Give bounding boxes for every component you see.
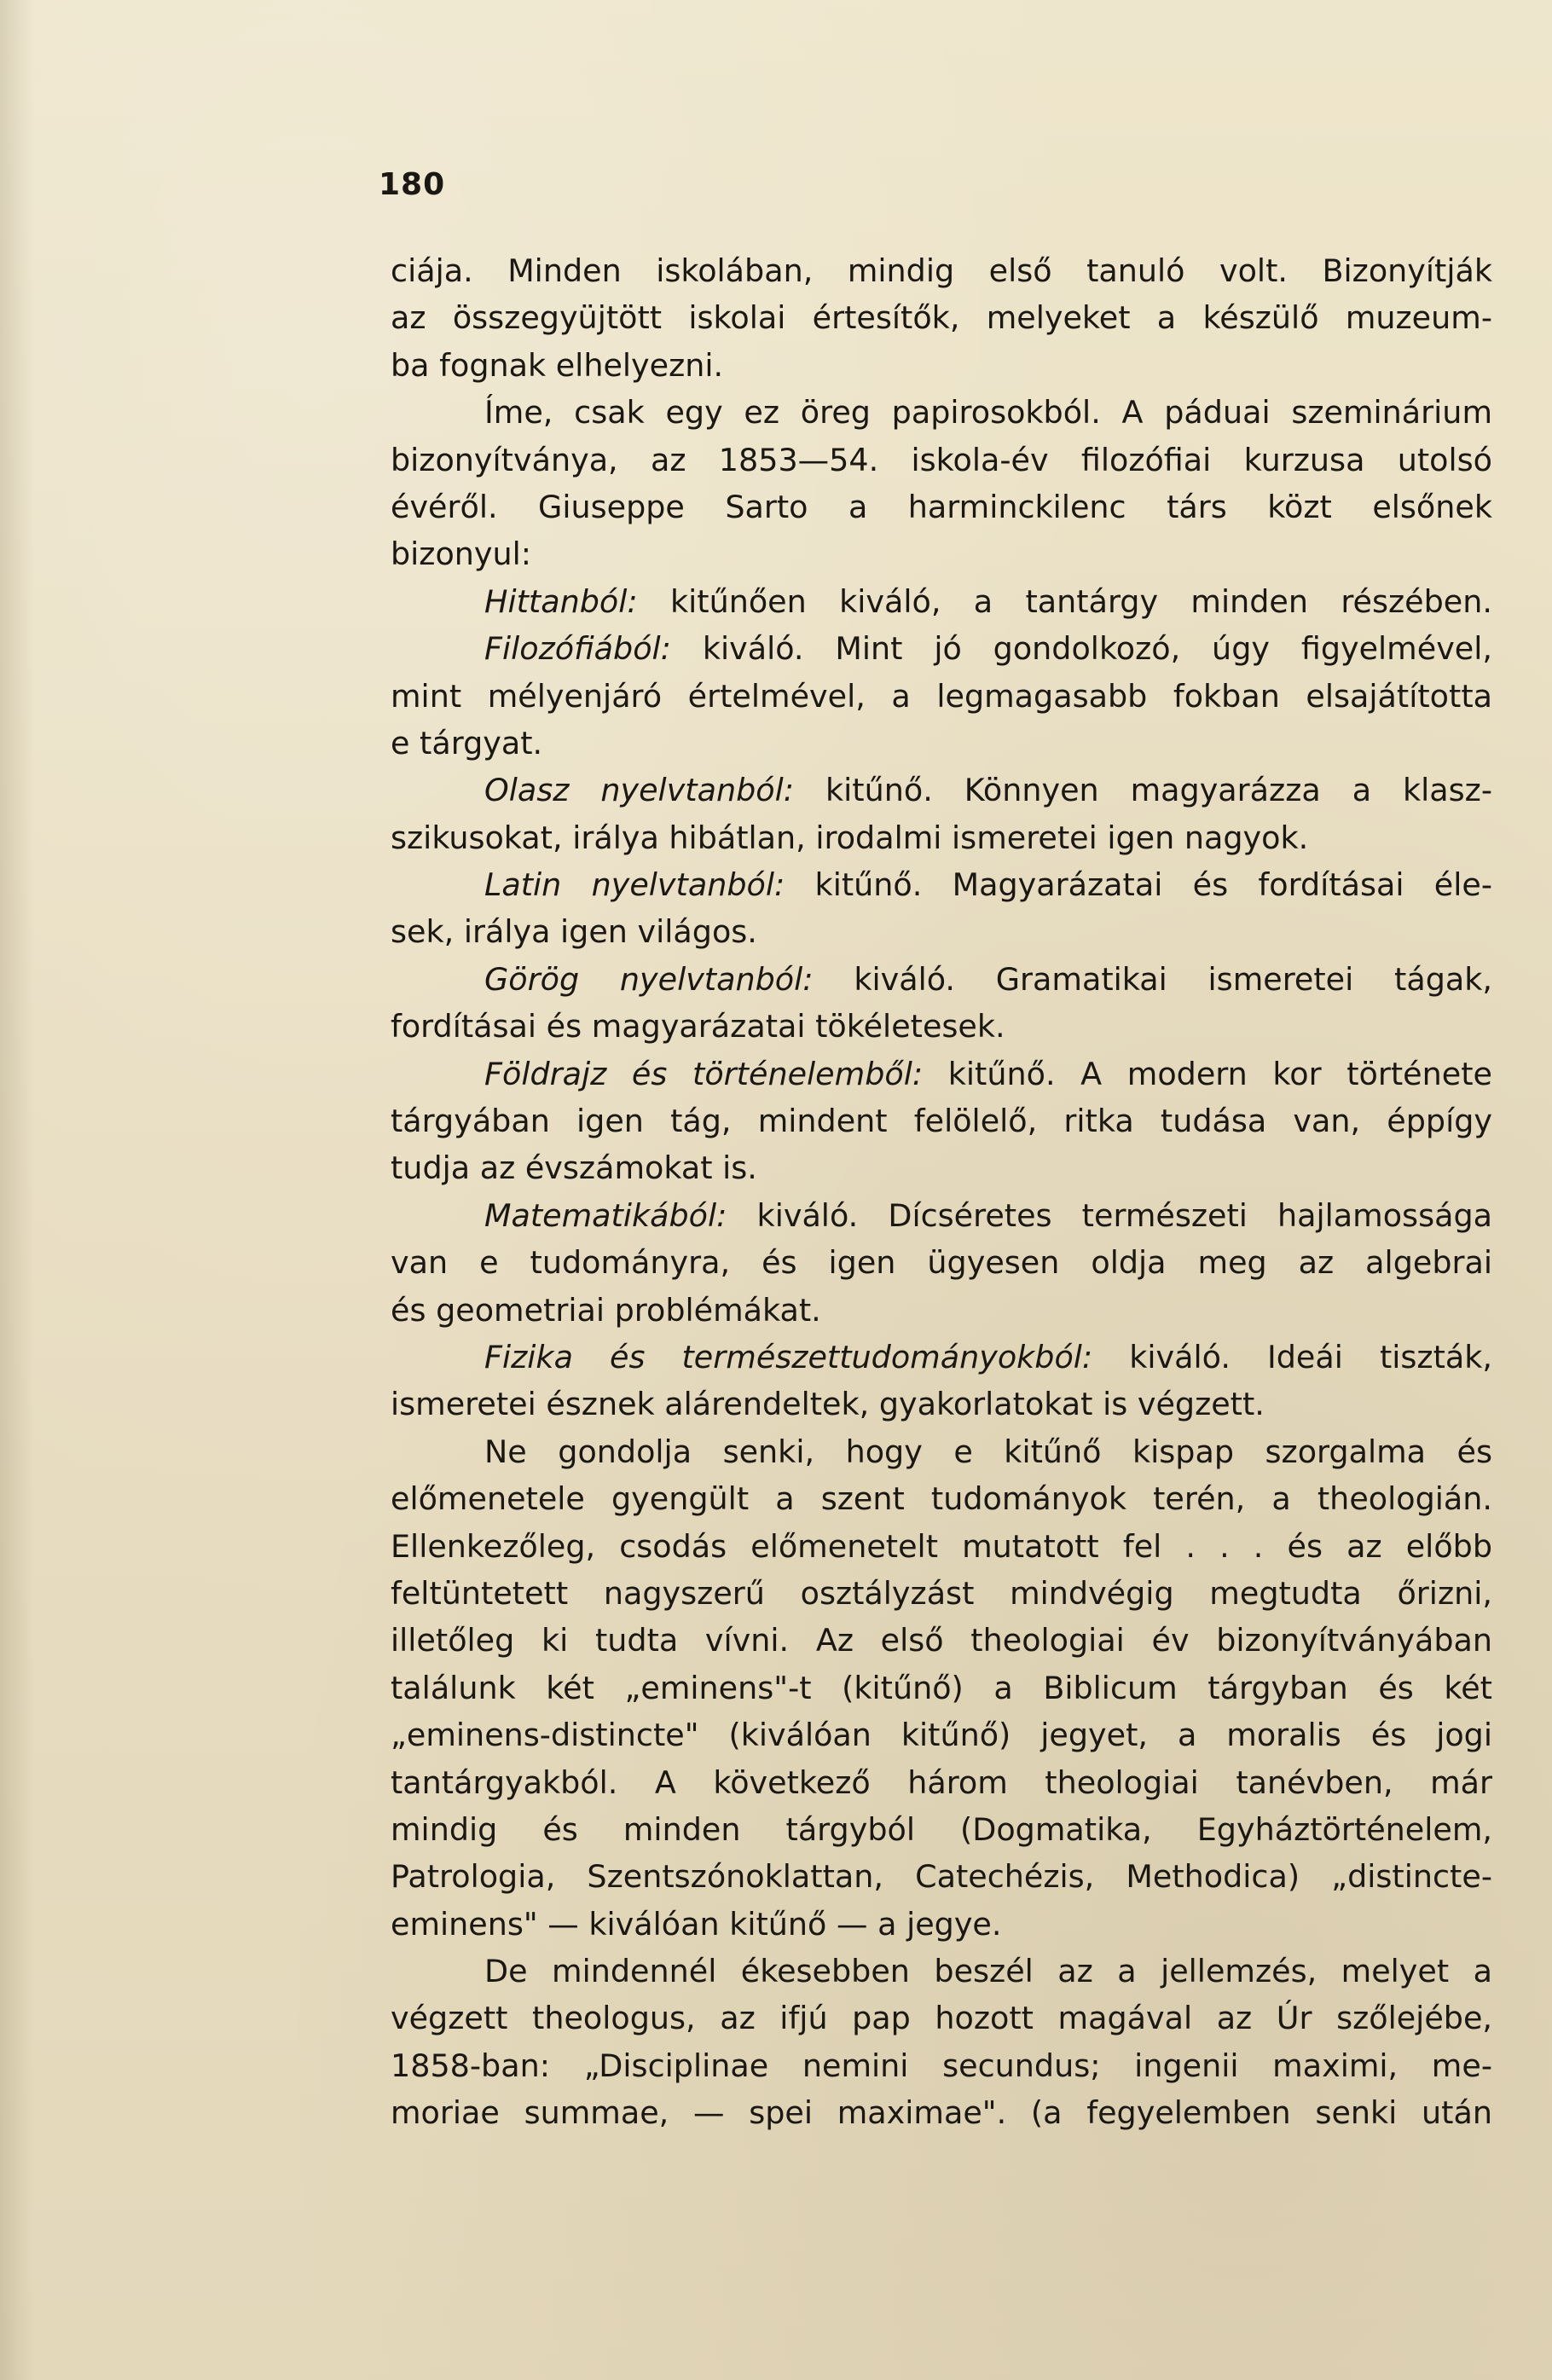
subject-heading: Hittanból: bbox=[484, 582, 638, 620]
text-span: Patrologia, Szentszónoklattan, Catechézis, Methodica) „distincte- bbox=[391, 1858, 1492, 1896]
text-line bbox=[391, 342, 1492, 389]
text-line bbox=[391, 1144, 1492, 1191]
text-line bbox=[391, 1097, 1492, 1144]
text-span: ismeretei észnek alárendeltek, gyakorlatokat is végzett. bbox=[391, 1386, 1265, 1423]
text-span: fordításai és magyarázatai tökéletesek. bbox=[391, 1008, 1005, 1045]
text-line bbox=[391, 814, 1492, 861]
subject-heading: Filozófiából: bbox=[484, 630, 671, 668]
text-line bbox=[391, 1523, 1492, 1570]
text-line bbox=[391, 1475, 1492, 1522]
text-span: bizonyul: bbox=[391, 536, 532, 573]
text-span: „eminens-distincte" (kiválóan kitűnő) jegyet, a moralis és jogi bbox=[391, 1717, 1492, 1754]
text-span: e tárgyat. bbox=[391, 724, 543, 761]
text-span: Íme, csak egy ez öreg papirosokból. A páduai szeminárium bbox=[484, 394, 1492, 431]
text-span: mindig és minden tárgyból (Dogmatika, Egyháztörténelem, bbox=[391, 1810, 1492, 1848]
page-edge-shadow bbox=[0, 0, 34, 2380]
page-number: 180 bbox=[379, 167, 446, 202]
text-span: eminens" — kiválóan kitűnő — a jegye. bbox=[391, 1905, 1002, 1943]
text-line bbox=[391, 720, 1492, 767]
text-line bbox=[391, 1711, 1492, 1758]
text-span: Ne gondolja senki, hogy e kitűnő kispap szorgalma és bbox=[484, 1433, 1492, 1470]
text-line bbox=[391, 484, 1492, 530]
text-span: és geometriai problémákat. bbox=[391, 1291, 821, 1329]
text-span: találunk két „eminens"-t (kitűnő) a Biblicum tárgyban és két bbox=[391, 1669, 1492, 1706]
text-line bbox=[391, 1192, 1492, 1239]
text-line bbox=[391, 1381, 1492, 1427]
text-line bbox=[391, 1287, 1492, 1334]
text-line bbox=[391, 437, 1492, 484]
text-line bbox=[391, 1051, 1492, 1097]
text-span: sek, irálya igen világos. bbox=[391, 913, 757, 951]
text-span: végzett theologus, az ifjú pap hozott magával az Úr szőlejébe, bbox=[391, 2000, 1492, 2037]
subject-heading: Görög nyelvtanból: bbox=[484, 960, 814, 998]
text-span: bizonyítványa, az 1853—54. iskola-év filozófiai kurzusa utolsó bbox=[391, 441, 1492, 478]
text-span: kiváló. Ideái tiszták, bbox=[1092, 1338, 1492, 1375]
text-line bbox=[391, 908, 1492, 955]
text-line bbox=[391, 247, 1492, 294]
text-span: illetőleg ki tudta vívni. Az első theologiai év bizonyítványában bbox=[391, 1622, 1492, 1659]
subject-heading: Latin nyelvtanból: bbox=[484, 866, 785, 904]
text-line bbox=[391, 1665, 1492, 1711]
text-span: előmenetele gyengült a szent tudományok terén, a theologián. bbox=[391, 1480, 1492, 1518]
text-line bbox=[391, 767, 1492, 814]
text-span: az összegyüjtött iskolai értesítők, melyeket a készülő muzeum- bbox=[391, 299, 1492, 337]
text-line bbox=[391, 389, 1492, 436]
text-line bbox=[391, 625, 1492, 672]
text-span: kiváló. Mint jó gondolkozó, úgy figyelmével, bbox=[670, 630, 1492, 668]
text-span: kitűnő. A modern kor története bbox=[923, 1055, 1492, 1092]
text-line bbox=[391, 1901, 1492, 1948]
text-line bbox=[391, 956, 1492, 1003]
text-line bbox=[391, 1239, 1492, 1286]
text-span: tudja az évszámokat is. bbox=[391, 1149, 757, 1187]
subject-heading: Olasz nyelvtanból: bbox=[484, 772, 795, 809]
text-line bbox=[391, 2089, 1492, 2136]
text-line bbox=[391, 1617, 1492, 1664]
text-line bbox=[391, 530, 1492, 577]
text-span: kitűnően kiváló, a tantárgy minden részében. bbox=[637, 582, 1492, 620]
text-span: kiváló. Gramatikai ismeretei tágak, bbox=[813, 960, 1492, 998]
text-span: tárgyában igen tág, mindent felölelő, ritka tudása van, éppígy bbox=[391, 1103, 1492, 1140]
text-line bbox=[391, 2042, 1492, 2089]
text-span: ciája. Minden iskolában, mindig első tanuló volt. Bizonyítják bbox=[391, 252, 1492, 289]
text-span: 1858-ban: „Disciplinae nemini secundus; ingenii maximi, me- bbox=[391, 2047, 1492, 2084]
text-line bbox=[391, 294, 1492, 341]
text-line bbox=[391, 1806, 1492, 1853]
text-span: mint mélyenjáró értelmével, a legmagasabb fokban elsajátította bbox=[391, 677, 1492, 715]
text-span: kiváló. Dícséretes természeti hajlamossága bbox=[727, 1196, 1492, 1234]
text-span: tantárgyakból. A következő három theologiai tanévben, már bbox=[391, 1763, 1492, 1801]
body-text bbox=[391, 247, 1492, 2137]
text-line bbox=[391, 1948, 1492, 1995]
subject-heading: Matematikából: bbox=[484, 1196, 727, 1234]
text-line bbox=[391, 861, 1492, 908]
text-span: De mindennél ékesebben beszél az a jellemzés, melyet a bbox=[484, 1953, 1492, 1990]
text-span: moriae summae, — spei maximae". (a fegyelemben senki után bbox=[391, 2094, 1492, 2132]
text-line bbox=[391, 1853, 1492, 1900]
text-line bbox=[391, 673, 1492, 720]
text-line bbox=[391, 1570, 1492, 1617]
text-span: kitűnő. Magyarázatai és fordításai éle- bbox=[785, 866, 1492, 904]
text-span: kitűnő. Könnyen magyarázza a klasz- bbox=[794, 772, 1492, 809]
text-line bbox=[391, 1995, 1492, 2041]
text-line bbox=[391, 1428, 1492, 1475]
text-span: szikusokat, irálya hibátlan, irodalmi ismeretei igen nagyok. bbox=[391, 819, 1309, 856]
text-span: évéről. Giuseppe Sarto a harminckilenc társ közt elsőnek bbox=[391, 488, 1492, 525]
text-line bbox=[391, 1334, 1492, 1381]
text-span: feltüntetett nagyszerű osztályzást mindvégig megtudta őrizni, bbox=[391, 1574, 1492, 1612]
text-span: ba fognak elhelyezni. bbox=[391, 346, 724, 384]
subject-heading: Fizika és természettudományokból: bbox=[484, 1338, 1093, 1375]
text-line bbox=[391, 1759, 1492, 1806]
text-line bbox=[391, 578, 1492, 625]
subject-heading: Földrajz és történelemből: bbox=[484, 1055, 924, 1092]
text-line bbox=[391, 1003, 1492, 1050]
text-span: Ellenkezőleg, csodás előmenetelt mutatott fel . . . és az előbb bbox=[391, 1527, 1492, 1565]
text-span: van e tudományra, és igen ügyesen oldja meg az algebrai bbox=[391, 1244, 1492, 1282]
